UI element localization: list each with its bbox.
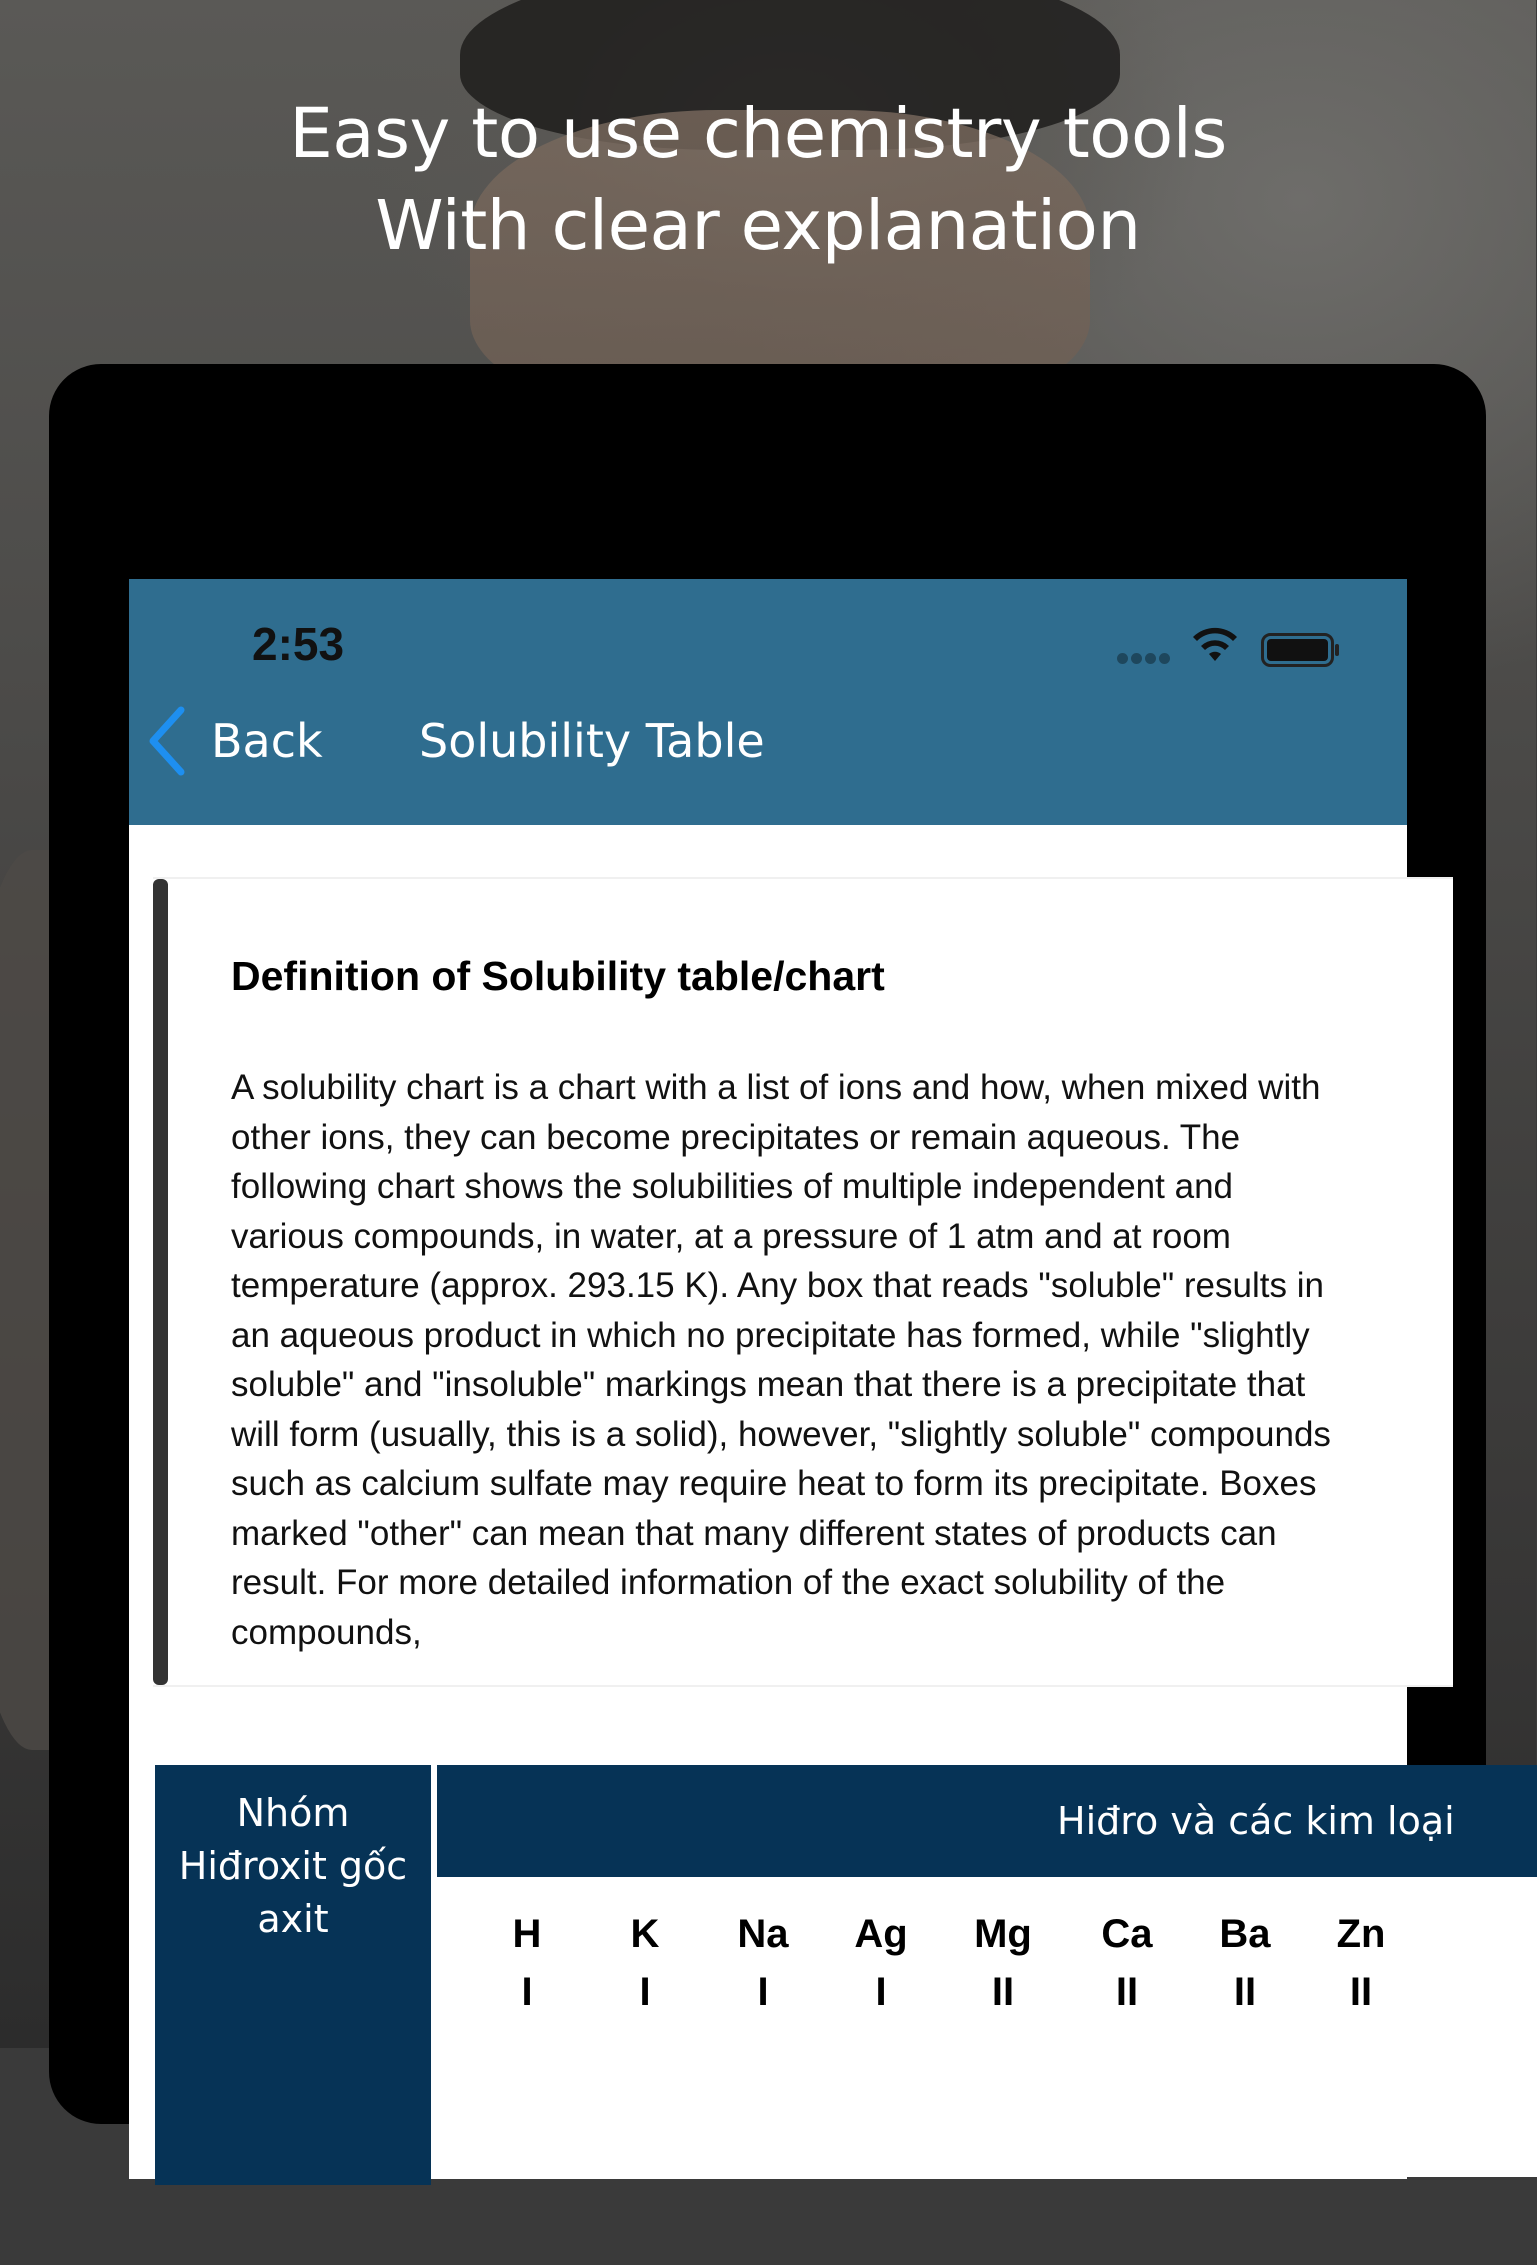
element-valence: I	[875, 1970, 887, 2014]
battery-icon	[1261, 633, 1341, 667]
definition-line: compounds,	[231, 1612, 422, 1652]
back-button[interactable]	[147, 701, 323, 781]
blockquote-bar	[153, 879, 168, 1685]
element-symbol: Zn	[1336, 1912, 1386, 1956]
group-header-line: Hiđroxit gốc	[178, 1844, 408, 1888]
group-column-header	[155, 1765, 431, 2185]
metal-column-header	[831, 1905, 931, 2021]
promo-headline	[0, 88, 1516, 272]
element-symbol: Na	[737, 1912, 789, 1956]
element-symbol: K	[630, 1912, 660, 1956]
definition-line: other ions, they can become precipitates or remain aqueous. The	[231, 1117, 1241, 1157]
definition-line: will form (usually, this is a solid), however, "slightly soluble" compounds	[231, 1414, 1331, 1454]
group-header-line: Nhóm	[236, 1791, 350, 1835]
solubility-table[interactable]	[155, 1765, 1455, 2265]
definition-line: temperature (approx. 293.15 K). Any box that reads "soluble" results in	[231, 1266, 1324, 1305]
element-valence: II	[1349, 1970, 1373, 2014]
metal-column-header	[953, 1905, 1053, 2021]
element-symbol: Mg	[974, 1912, 1032, 1956]
element-symbol: Ag	[854, 1912, 908, 1956]
definition-body	[231, 1063, 1431, 1657]
definition-card	[153, 877, 1453, 1687]
definition-line: various compounds, in water, at a pressure of 1 atm and at room	[231, 1216, 1231, 1256]
metal-column-header	[595, 1905, 695, 2021]
metal-column-header	[1195, 1905, 1295, 2021]
tablet-device-frame	[49, 364, 1486, 2124]
element-valence: I	[521, 1970, 533, 2014]
definition-heading: Definition of Solubility table/chart	[231, 953, 885, 999]
wifi-icon	[1191, 625, 1239, 663]
status-bar-time: 2:53	[252, 618, 345, 670]
definition-line: marked "other" can mean that many different states of products can	[231, 1513, 1277, 1553]
definition-line: soluble" and "insoluble" markings mean that there is a precipitate that	[231, 1365, 1306, 1404]
metal-column-header	[713, 1905, 813, 2021]
chevron-left-icon	[147, 706, 189, 776]
definition-line: following chart shows the solubilities of multiple independent and	[231, 1167, 1233, 1206]
promo-headline-line-2: With clear explanation	[375, 186, 1141, 266]
element-symbol: Ca	[1101, 1912, 1153, 1956]
promo-headline-line-1: Easy to use chemistry tools	[289, 94, 1227, 174]
definition-line: such as calcium sulfate may require heat to form its precipitate. Boxes	[231, 1464, 1317, 1503]
navigation-bar	[129, 579, 1407, 825]
element-symbol: Ba	[1219, 1912, 1271, 1956]
element-symbol: H	[512, 1912, 542, 1956]
element-valence: II	[991, 1970, 1015, 2014]
metal-column-header	[1311, 1905, 1411, 2021]
metals-group-header: Hiđro và các kim loại	[437, 1765, 1537, 1877]
metal-column-header	[477, 1905, 577, 2021]
definition-line: A solubility chart is a chart with a list of ions and how, when mixed with	[231, 1068, 1321, 1107]
page-title: Solubility Table	[419, 714, 765, 768]
definition-line: result. For more detailed information of the exact solubility of the	[231, 1563, 1226, 1602]
element-valence: I	[639, 1970, 651, 2014]
element-valence: II	[1115, 1970, 1139, 2014]
back-button-label: Back	[211, 714, 323, 768]
element-valence: II	[1233, 1970, 1257, 2014]
definition-line: an aqueous product in which no precipitate has formed, while "slightly	[231, 1315, 1310, 1355]
element-valence: I	[757, 1970, 769, 2014]
metal-column-header	[1077, 1905, 1177, 2021]
group-header-line: axit	[257, 1897, 329, 1941]
metal-column-headers	[437, 1877, 1537, 2177]
cellular-signal-icon	[1117, 653, 1177, 665]
app-screen	[129, 579, 1455, 2179]
